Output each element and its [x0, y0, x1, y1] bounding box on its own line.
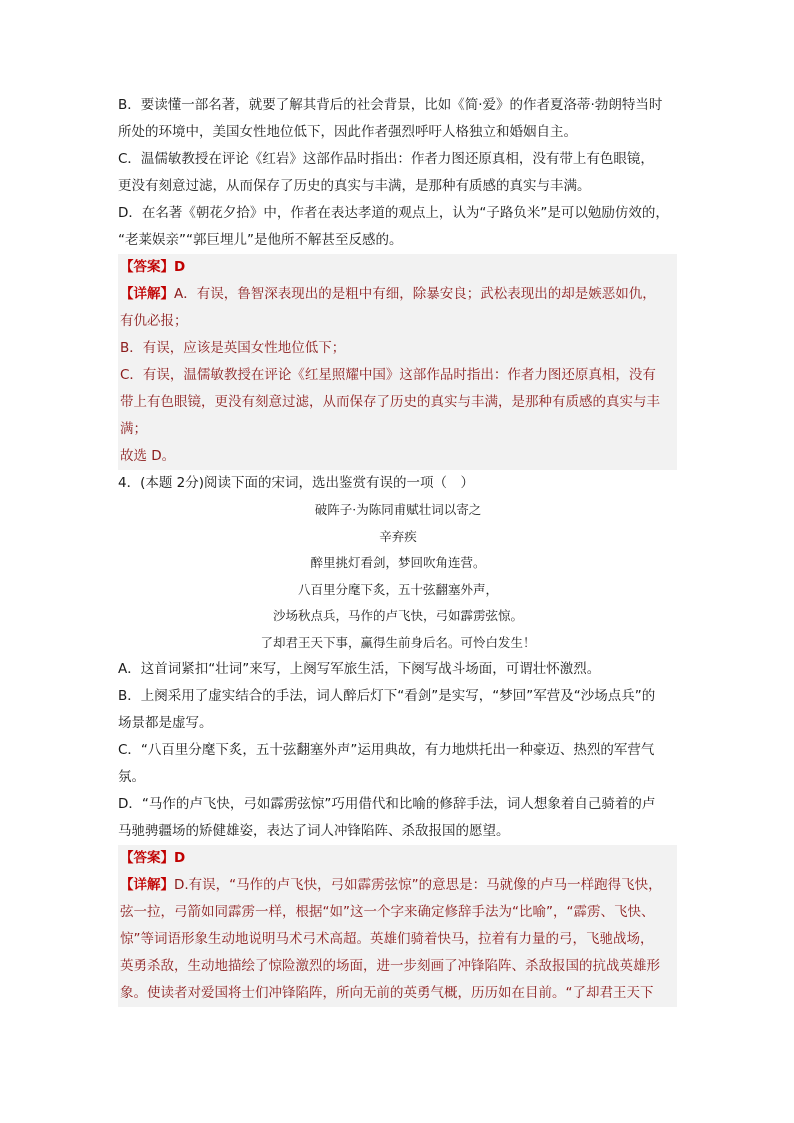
answer-line [120, 845, 677, 872]
poem-author: 辛弃疾 [379, 528, 417, 544]
option-line: A．这首词紧扣“壮词”来写，上阕写军旅生活，下阕写战斗场面，可谓壮怀激烈。 [118, 661, 601, 677]
option-line: C．“八百里分麾下炙，五十弦翻塞外声”运用典故，有力地烘托出一种豪迈、热烈的军营气 [118, 742, 655, 758]
option-line: B．要读懂一部名著，就要了解其背后的社会背景，比如《简·爱》的作者夏洛蒂·勃朗特当时 [118, 97, 663, 113]
detail-line: 带上有色眼镜，更没有刻意过滤，从而保存了历史的真实与丰满，是那种有质感的真实与丰 [120, 394, 660, 410]
option-line: 更没有刻意过滤，从而保存了历史的真实与丰满，是那种有质感的真实与丰满。 [118, 178, 591, 194]
answer-line [120, 254, 677, 281]
detail-text: D.有误，“马作的卢飞快，弓如霹雳弦惊”的意思是：马就像的卢马一样跑得飞快， [174, 877, 662, 893]
poem-line: 醉里挑灯看剑，梦回吹角连营。 [310, 555, 486, 570]
option-line: D．“马作的卢飞快，弓如霹雳弦惊”巧用借代和比喻的修辞手法，词人想象着自己骑着的卢 [118, 796, 656, 812]
option-line: B．上阕采用了虚实结合的手法，词人醉后灯下“看剑”是实写，“梦回”军营及“沙场点兵”的 [118, 688, 656, 704]
detail-text: A．有误，鲁智深表现出的是粗中有细，除暴安良；武松表现出的却是嫉恶如仇， [174, 286, 656, 302]
answer-tag: 【答案】 [120, 259, 174, 275]
option-line: 氛。 [118, 769, 145, 785]
detail-line: 惊”等词语形象生动地说明马术弓术高超。英雄们骑着快马，拉着有力量的弓，飞驰战场， [120, 931, 654, 947]
detail-line: B．有误，应该是英国女性地位低下； [120, 340, 346, 356]
poem [118, 497, 678, 656]
option-line: 马驰骋疆场的矫健雄姿，表达了词人冲锋陷阵、杀敌报国的愿望。 [118, 823, 510, 839]
detail-tag: 【详解】 [120, 877, 174, 893]
detail-line [120, 872, 677, 899]
conclusion-line: 故选 D。 [120, 448, 176, 464]
detail-line [120, 281, 677, 308]
poem-line: 沙场秋点兵，马作的卢飞快，弓如霹雳弦惊。 [272, 608, 523, 623]
detail-line: 满； [120, 421, 147, 437]
option-line: C．温儒敏教授在评论《红岩》这部作品时指出：作者力图还原真相，没有带上有色眼镜， [118, 151, 654, 167]
detail-line: C．有误，温儒敏教授在评论《红星照耀中国》这部作品时指出：作者力图还原真相，没有 [120, 367, 656, 383]
document-page [118, 92, 678, 1007]
question-stem: 4．(本题 2分)阅读下面的宋词，选出鉴赏有误的一项（ ） [118, 475, 475, 491]
answer-value: D [174, 259, 186, 275]
q4-options [118, 656, 678, 845]
option-line: 场景都是虚写。 [118, 715, 213, 731]
detail-line: 有仇必报； [120, 313, 188, 329]
detail-line: 弦一拉，弓箭如同霹雳一样，根据“如”这一个字来确定修辞手法为“比喻”，“霹雳、飞快、 [120, 904, 655, 920]
q4-answer-block [118, 845, 677, 1007]
detail-tag: 【详解】 [120, 286, 174, 302]
poem-line: 了却君王天下事，赢得生前身后名。可怜白发生！ [260, 634, 536, 650]
answer-value: D [174, 850, 186, 866]
detail-line: 象。使读者对爱国将士们冲锋陷阵，所向无前的英勇气概，历历如在目前。“了却君王天下 [120, 985, 654, 1001]
poem-line: 八百里分麾下炙，五十弦翻塞外声， [297, 581, 498, 597]
detail-line: 英勇杀敌，生动地描绘了惊险激烈的场面，进一步刻画了冲锋陷阵、杀敌报国的抗战英雄形 [120, 958, 660, 974]
poem-title: 破阵子·为陈同甫赋壮词以寄之 [314, 502, 482, 517]
answer-tag: 【答案】 [120, 850, 174, 866]
q3-options [118, 92, 678, 254]
option-line: 所处的环境中，美国女性地位低下，因此作者强烈呼吁人格独立和婚姻自主。 [118, 124, 577, 140]
option-line: D．在名著《朝花夕拾》中，作者在表达孝道的观点上，认为“子路负米”是可以勉励仿效的， [118, 205, 669, 221]
q3-answer-block [118, 254, 677, 470]
option-line: “老莱娱亲”“郭巨埋儿”是他所不解甚至反感的。 [118, 232, 403, 248]
